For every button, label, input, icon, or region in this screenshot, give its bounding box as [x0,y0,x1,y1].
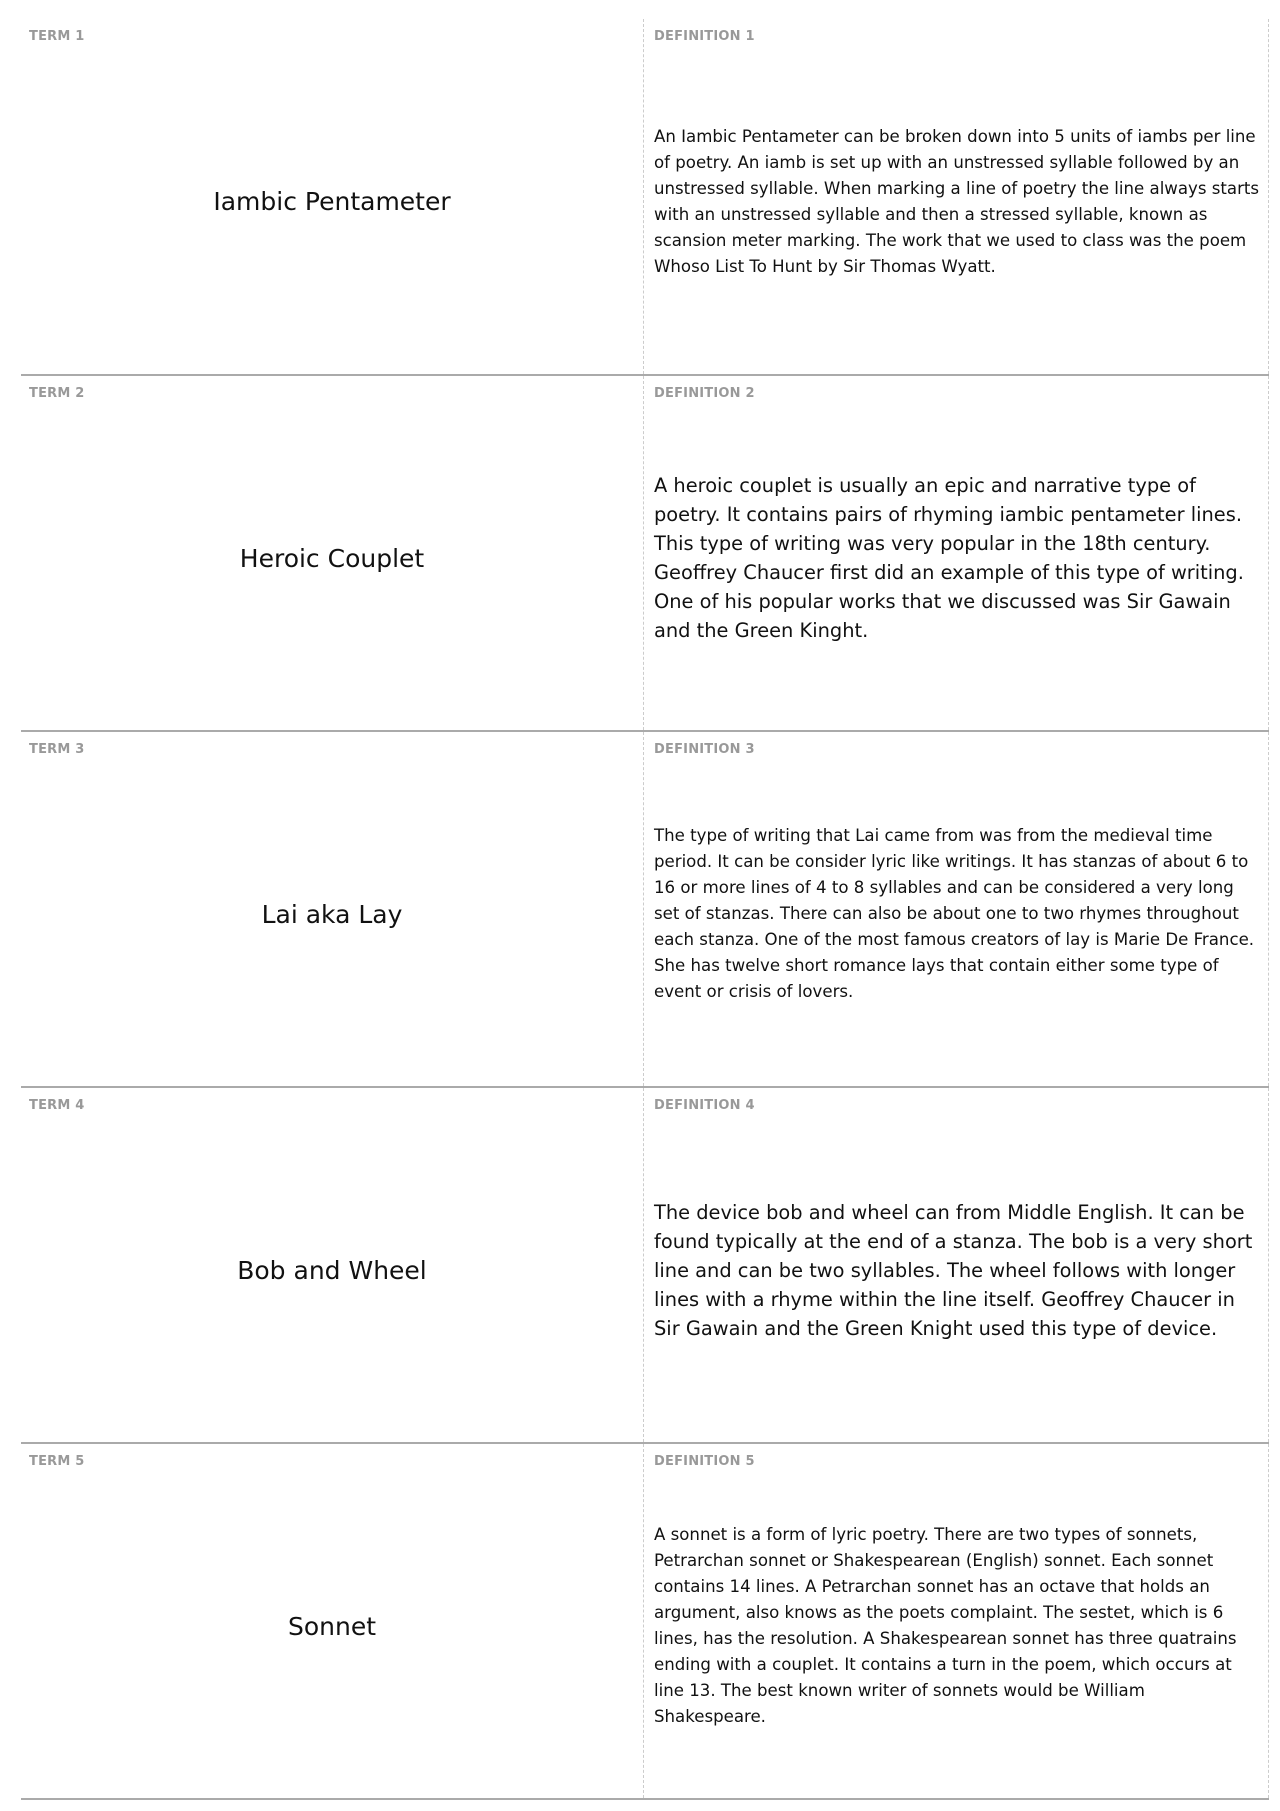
term-cell [21,376,644,730]
term-text: Lai aka Lay [261,899,403,929]
term-text: Bob and Wheel [237,1255,427,1285]
definition-label: DEFINITION 5 [654,1454,755,1469]
flashcard-sheet [21,19,1269,1800]
term-text: Sonnet [287,1611,377,1641]
definition-label: DEFINITION 4 [654,1098,755,1113]
definition-text-wrap [654,732,1260,1086]
card-row-4 [21,1088,1269,1444]
term-text: Iambic Pentameter [213,187,451,216]
term-cell [21,1444,644,1798]
term-label: TERM 5 [29,1454,85,1469]
definition-text-wrap [654,1444,1260,1798]
definition-text-wrap [654,19,1260,374]
term-label: TERM 2 [29,386,85,401]
card-row-2 [21,376,1269,732]
definition-cell [644,732,1269,1086]
term-label: TERM 3 [29,742,85,757]
definition-cell [644,1088,1269,1442]
term-cell [21,1088,644,1442]
term-text: Heroic Couplet [239,543,425,573]
definition-cell [644,19,1269,374]
definition-text-wrap [654,1088,1260,1442]
definition-text: A sonnet is a form of lyric poetry. There are two types of sonnets, Petrarchan sonnet or Shakespearean (English) sonnet. Each sonnet contains 14 lines. A Petrarchan sonnet has an octave that holds an argument, also knows as the poets complaint. The sestet, which is 6 lines, has the resolution. A Shakespearean sonnet has three quatrains ending with a couplet. It contains a turn in the poem, which occurs at line 13. The best known writer of sonnets would be William Shakespeare. [654,1525,1237,1726]
definition-label: DEFINITION 2 [654,386,755,401]
definition-label: DEFINITION 1 [654,29,755,44]
definition-text: A heroic couplet is usually an epic and narrative type of poetry. It contains pairs of rhyming iambic pentameter lines. This type of writing was very popular in the 18th century. Geoffrey Chaucer first did an example of this type of writing. One of his popular works that we discussed was Sir Gawain and the Green Kinght. [654,474,1244,642]
card-row-5 [21,1444,1269,1800]
term-cell [21,19,644,374]
term-label: TERM 4 [29,1098,85,1113]
card-row-1 [21,19,1269,376]
definition-cell [644,376,1269,730]
definition-text: The type of writing that Lai came from was from the medieval time period. It can be consider lyric like writings. It has stanzas of about 6 to 16 or more lines of 4 to 8 syllables and can be considered a very long set of stanzas. There can also be about one to two rhymes throughout each stanza. One of the most famous creators of lay is Marie De France. She has twelve short romance lays that contain either some type of event or crisis of lovers. [654,826,1255,1001]
definition-text: The device bob and wheel can from Middle English. It can be found typically at the end of a stanza. The bob is a very short line and can be two syllables. The wheel follows with longer lines with a rhyme within the line itself. Geoffrey Chaucer in Sir Gawain and the Green Knight used this type of device. [654,1200,1253,1340]
term-cell [21,732,644,1086]
definition-label: DEFINITION 3 [654,742,755,757]
term-label: TERM 1 [29,29,85,44]
definition-cell [644,1444,1269,1798]
definition-text-wrap [654,376,1260,730]
definition-text: An Iambic Pentameter can be broken down into 5 units of iambs per line of poetry. An iamb is set up with an unstressed syllable followed by an unstressed syllable. When marking a line of poetry the line always starts with an unstressed syllable and then a stressed syllable, known as scansion meter marking. The work that we used to class was the poem Whoso List To Hunt by Sir Thomas Wyatt. [654,126,1260,276]
card-row-3 [21,732,1269,1088]
